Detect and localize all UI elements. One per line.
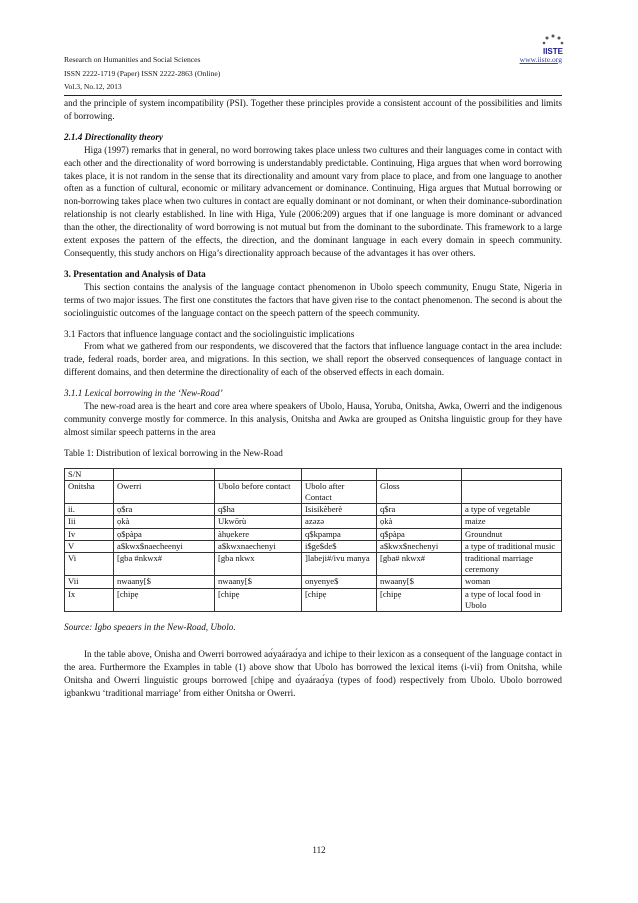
section-3-paragraph: This section contains the analysis of the language contact phenomenon in Ubolo speech community, Enugu State, Nigeria in terms of two major issues. The first one constitutes the factors that have given rise to the contact phenomenon. The second is about the sociolinguistic outcomes of the language contact on the speech pattern of the speech community. (64, 281, 562, 318)
table-header-cell (462, 468, 562, 480)
table-cell: q$ha (215, 504, 302, 516)
table-row (65, 588, 562, 611)
table-row (65, 516, 562, 528)
table-header-cell (462, 480, 562, 503)
journal-url-link[interactable]: www.iiste.org (519, 55, 562, 64)
table-header-cell (302, 468, 377, 480)
table-cell: [chipẹ (302, 588, 377, 611)
section-3-heading: 3. Presentation and Analysis of Data (64, 268, 206, 279)
table-header-cell: Onitsha (65, 480, 114, 503)
table-cell: àhụekere (215, 528, 302, 540)
section-3-1-1-heading: 3.1.1 Lexical borrowing in the ‘New-Road’ (64, 388, 223, 399)
issn-line: ISSN 2222-1719 (Paper) ISSN 2222-2863 (Online) (64, 68, 221, 78)
table-cell: a type of local food in Ubolo (462, 588, 562, 611)
table-cell: [chipẹ (215, 588, 302, 611)
table-cell: nwaany[$ (377, 576, 462, 588)
table-cell: a$kwx$nechenyi (377, 540, 462, 552)
table-cell: ọkà (377, 516, 462, 528)
table-cell: Ukwōrù (215, 516, 302, 528)
section-3-1-heading: 3.1 Factors that influence language contact and the sociolinguistic implications (64, 328, 355, 339)
table-cell: [gba #nkwx# (114, 553, 215, 576)
logo-text: IISTE (542, 47, 564, 56)
section-3-1-1-paragraph: The new-road area is the heart and core area where speakers of Ubolo, Hausa, Yoruba, Onitsha, Awka, Owerri and the indigenous community converge mostly for commerce. In this analysis, Onitsha and Awka are grouped as Onitsha linguistic group for they have almost similar speech patterns in the area (64, 401, 562, 437)
table-cell: Vi (65, 553, 114, 576)
table-cell: a type of vegetable (462, 504, 562, 516)
table-cell: nwaany[$ (215, 576, 302, 588)
lexical-borrowing-table (64, 468, 562, 612)
table-cell: onyenye$ (302, 576, 377, 588)
table-header-cell (377, 468, 462, 480)
section-2-1-4-paragraph: Higa (1997) remarks that in general, no word borrowing takes place unless two cultures and their languages come in contact with each other and the directionality of word borrowing is understandably predictable. Continuing, Higa argues that when word borrowing takes place, it is not random in the sense that its directionality and amount vary from place to place, and from one language to another often as a function of cultural, economic or military advancement or dominance. Continuing, Higa argues that Mutual borrowing or non-borrowing takes place when two cultures in contact are equally dominant or not dominant, or when their dominance-subordination relationship is not clearly established. In line with Higa, Yule (2006:209) argues that if one language is more dominant or advanced than the other, the directionality of word borrowing is not mutual but from the dominant to the subordinate. This framework to a large extent exposes the pattern of the effects, the direction, and the dominant language in each every domain in speech community. Consequently, this study anchors on Higa’s directionality approach because of the advantages it has over others. (64, 144, 562, 258)
table-cell: Vii (65, 576, 114, 588)
table-header-cell: S/N (65, 468, 114, 480)
table-row (65, 504, 562, 516)
table-cell: q$ra (377, 504, 462, 516)
table-header-cell: Ubolo after Contact (302, 480, 377, 503)
table-cell: a$kwxnaechenyi (215, 540, 302, 552)
table-header-cell: Ubolo before contact (215, 480, 302, 503)
table-source-note: Source: Igbo speaers in the New-Road, Ubolo. (64, 622, 236, 633)
table-header-row (65, 480, 562, 503)
table-cell: V (65, 540, 114, 552)
table-row (65, 528, 562, 540)
table-cell: [gba nkwx (215, 553, 302, 576)
table-cell: woman (462, 576, 562, 588)
table-cell: Ix (65, 588, 114, 611)
table-header-cell: Owerri (114, 480, 215, 503)
table-cell: ọ$pàpa (114, 528, 215, 540)
article-body (64, 97, 562, 700)
header-rule (64, 95, 562, 96)
table-caption: Table 1: Distribution of lexical borrowing in the New-Road (64, 447, 283, 458)
table-cell: Iii (65, 516, 114, 528)
table-row (65, 576, 562, 588)
table-cell: Groundnut (462, 528, 562, 540)
table-cell: q$pàpa (377, 528, 462, 540)
table-cell: q$kpampa (302, 528, 377, 540)
table-cell: ọ$ra (114, 504, 215, 516)
section-3-1-paragraph: From what we gathered from our respondents, we discovered that the factors that influence language contact in the area include: trade, federal roads, border area, and migrations. In this section, we shall report the observed consequences of language contact in different domains, and then determine the directionality of each of the observed effects in each domain. (64, 341, 562, 378)
table-cell: traditional marriage ceremony (462, 553, 562, 576)
table-header-row (65, 468, 562, 480)
table-cell: [chipẹ (377, 588, 462, 611)
table-cell: nwaany[$ (114, 576, 215, 588)
table-cell: ọkà (114, 516, 215, 528)
table-row (65, 540, 562, 552)
table-cell: Isisikèberè (302, 504, 377, 516)
table-header-cell (215, 468, 302, 480)
table-cell: a type of traditional music (462, 540, 562, 552)
table-cell: azəzə (302, 516, 377, 528)
discussion-paragraph: In the table above, Onisha and Owerri borrowed aɑ́yaáraɑ́ya and ichipe to their lexicon as a consequent of the language contact in the area. Furthermore the Examples in table (1) above show that Ubolo has borrowed the lexical items (i-vii) from Onitsha, while Onitsha and Owerri linguistic groups borrowed [chipẹ and ɑ́yaáraɑ́ya (types of food) respectively from Ubolo. Ubolo borrowed igbankwu ‘traditional marriage’ from either Onitsha or Owerri. (64, 649, 562, 698)
table-cell: ii. (65, 504, 114, 516)
table-row (65, 553, 562, 576)
volume-line: Vol.3, No.12, 2013 (64, 82, 122, 91)
table-cell: ]labeji#/ivu manya (302, 553, 377, 576)
table-cell: [gba# nkwx# (377, 553, 462, 576)
table-cell: [chipẹ (114, 588, 215, 611)
table-cell: i$ge$de$ (302, 540, 377, 552)
table-cell: Iv (65, 528, 114, 540)
page-header (64, 53, 562, 94)
journal-title: Research on Humanities and Social Sciences (64, 55, 201, 64)
intro-paragraph: and the principle of system incompatibility (PSI). Together these principles provide a consistent account of the possibilities and limits of borrowing. (64, 98, 562, 121)
page-number: 112 (312, 845, 326, 855)
table-header-cell (114, 468, 215, 480)
table-cell: maize (462, 516, 562, 528)
table-cell: a$kwx$naecheenyi (114, 540, 215, 552)
section-2-1-4-heading: 2.1.4 Directionality theory (64, 131, 164, 142)
iiste-logo (538, 30, 568, 60)
table-header-cell: Gloss (377, 480, 462, 503)
